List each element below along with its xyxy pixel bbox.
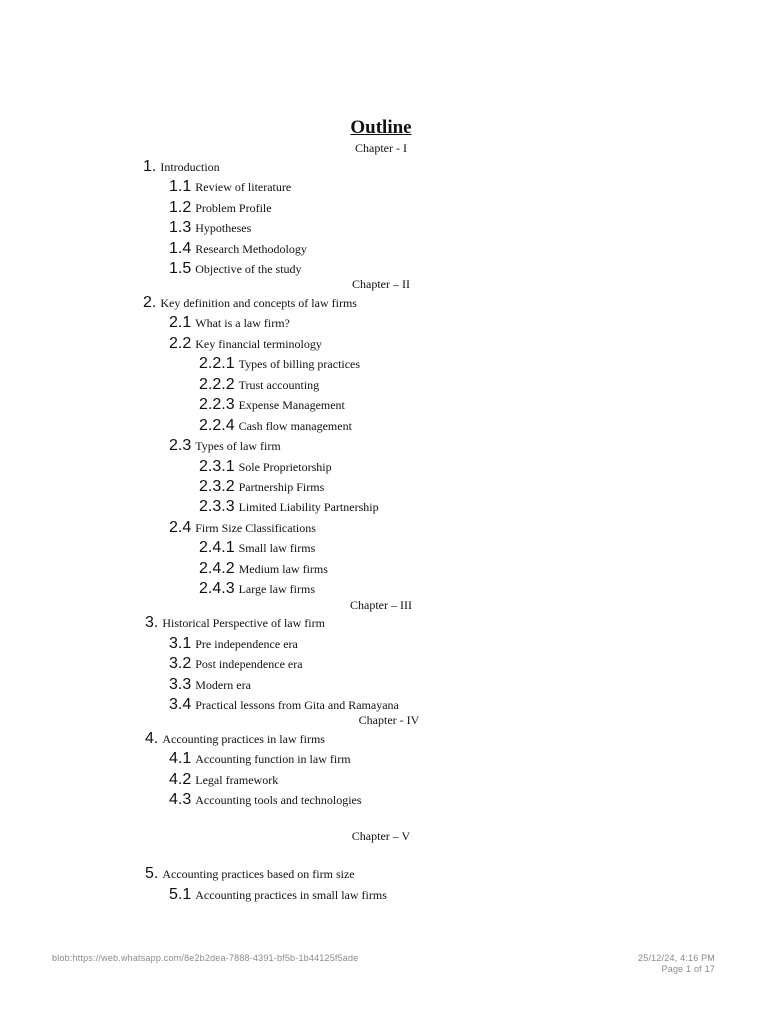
outline-item-3-2: [169, 655, 303, 673]
item-number: 3.4: [169, 696, 192, 713]
item-label: Small law firms: [238, 541, 316, 555]
item-number: 2.2.2: [199, 376, 235, 393]
outline-item-2-2-2: [199, 376, 319, 394]
outline-item-2-4-1: [199, 539, 315, 557]
outline-item-2-1: [169, 314, 290, 332]
item-number: 2.: [143, 294, 157, 311]
item-number: 2.3.3: [199, 498, 235, 515]
item-number: 4.: [145, 730, 159, 747]
outline-title: Outline: [350, 117, 412, 138]
item-label: Problem Profile: [195, 201, 272, 215]
outline-item-2-3-1: [199, 458, 332, 476]
outline-item-1-5: [169, 260, 302, 278]
chapter-heading: Chapter – III: [350, 598, 412, 612]
outline-item-4-1: [169, 750, 351, 768]
item-number: 5.: [145, 865, 159, 882]
outline-item-4-2: [169, 771, 278, 789]
item-number: 5.1: [169, 886, 192, 903]
item-number: 2.4.1: [199, 539, 235, 556]
chapter-heading: Chapter – II: [352, 277, 410, 291]
source-url: blob:https://web.whatsapp.com/8e2b2dea-7888-4391-bf5b-1b44125f5ade: [52, 953, 359, 963]
item-label: What is a law firm?: [195, 316, 290, 330]
item-label: Types of law firm: [195, 439, 281, 453]
item-label: Types of billing practices: [238, 357, 361, 371]
item-number: 1.3: [169, 219, 192, 236]
item-number: 4.1: [169, 750, 192, 767]
chapter-heading: Chapter - IV: [358, 713, 420, 727]
item-label: Limited Liability Partnership: [238, 500, 379, 514]
item-label: Research Methodology: [195, 242, 307, 256]
item-label: Historical Perspective of law firm: [162, 616, 325, 630]
outline-item-1-1: [169, 178, 291, 196]
item-number: 2.4.3: [199, 580, 235, 597]
item-label: Objective of the study: [195, 262, 302, 276]
outline-item-1-3: [169, 219, 251, 237]
outline-item-3-3: [169, 676, 251, 694]
item-label: Firm Size Classifications: [195, 521, 316, 535]
item-number: 2.2.3: [199, 396, 235, 413]
outline-item-2-4: [169, 519, 316, 537]
item-number: 1.1: [169, 178, 192, 195]
outline-item-2-3: [169, 437, 281, 455]
item-label: Medium law firms: [238, 562, 328, 576]
item-label: Hypotheses: [195, 221, 252, 235]
chapter-heading: Chapter – V: [351, 829, 411, 843]
item-number: 1.5: [169, 260, 192, 277]
item-label: Accounting practices in law firms: [162, 732, 325, 746]
outline-item-2-3-2: [199, 478, 324, 496]
item-number: 2.1: [169, 314, 192, 331]
outline-item-1: [143, 158, 220, 176]
item-number: 4.2: [169, 771, 192, 788]
outline-item-2-4-2: [199, 560, 328, 578]
item-label: Key definition and concepts of law firms: [160, 296, 357, 310]
item-label: Post independence era: [195, 657, 303, 671]
outline-item-3-4: [169, 696, 399, 714]
outline-item-2: [143, 294, 357, 312]
item-label: Pre independence era: [195, 637, 298, 651]
item-label: Accounting practices in small law firms: [195, 888, 387, 902]
item-number: 1.: [143, 158, 157, 175]
page-number: Page 1 of 17: [661, 964, 715, 974]
item-label: Accounting practices based on firm size: [162, 867, 355, 881]
item-number: 2.3.2: [199, 478, 235, 495]
item-label: Sole Proprietorship: [238, 460, 332, 474]
outline-item-3: [145, 614, 325, 632]
item-number: 4.3: [169, 791, 192, 808]
item-label: Large law firms: [238, 582, 316, 596]
item-label: Partnership Firms: [238, 480, 325, 494]
item-label: Trust accounting: [238, 378, 320, 392]
outline-item-5-1: [169, 886, 387, 904]
outline-item-2-3-3: [199, 498, 379, 516]
item-number: 2.3.1: [199, 458, 235, 475]
item-label: Review of literature: [195, 180, 292, 194]
item-number: 2.3: [169, 437, 192, 454]
item-number: 2.2: [169, 335, 192, 352]
item-number: 3.1: [169, 635, 192, 652]
item-label: Legal framework: [195, 773, 279, 787]
chapter-heading: Chapter - I: [355, 141, 407, 155]
item-label: Introduction: [160, 160, 220, 174]
item-number: 3.3: [169, 676, 192, 693]
outline-item-2-2-1: [199, 355, 360, 373]
outline-item-2-2-3: [199, 396, 345, 414]
item-number: 3.: [145, 614, 159, 631]
item-label: Practical lessons from Gita and Ramayana: [195, 698, 399, 712]
item-number: 3.2: [169, 655, 192, 672]
item-number: 2.2.1: [199, 355, 235, 372]
outline-item-1-2: [169, 199, 272, 217]
item-label: Accounting tools and technologies: [195, 793, 362, 807]
outline-item-2-2: [169, 335, 322, 353]
outline-item-5: [145, 865, 355, 883]
outline-item-3-1: [169, 635, 298, 653]
outline-item-1-4: [169, 240, 307, 258]
item-label: Accounting function in law firm: [195, 752, 351, 766]
item-number: 2.2.4: [199, 417, 235, 434]
item-label: Cash flow management: [238, 419, 352, 433]
outline-item-4-3: [169, 791, 362, 809]
item-number: 1.2: [169, 199, 192, 216]
item-label: Key financial terminology: [195, 337, 322, 351]
item-number: 1.4: [169, 240, 192, 257]
item-label: Expense Management: [238, 398, 345, 412]
item-number: 2.4: [169, 519, 192, 536]
item-label: Modern era: [195, 678, 251, 692]
print-datetime: 25/12/24, 4:16 PM: [638, 953, 715, 963]
item-number: 2.4.2: [199, 560, 235, 577]
outline-item-2-4-3: [199, 580, 315, 598]
outline-item-2-2-4: [199, 417, 352, 435]
outline-item-4: [145, 730, 325, 748]
